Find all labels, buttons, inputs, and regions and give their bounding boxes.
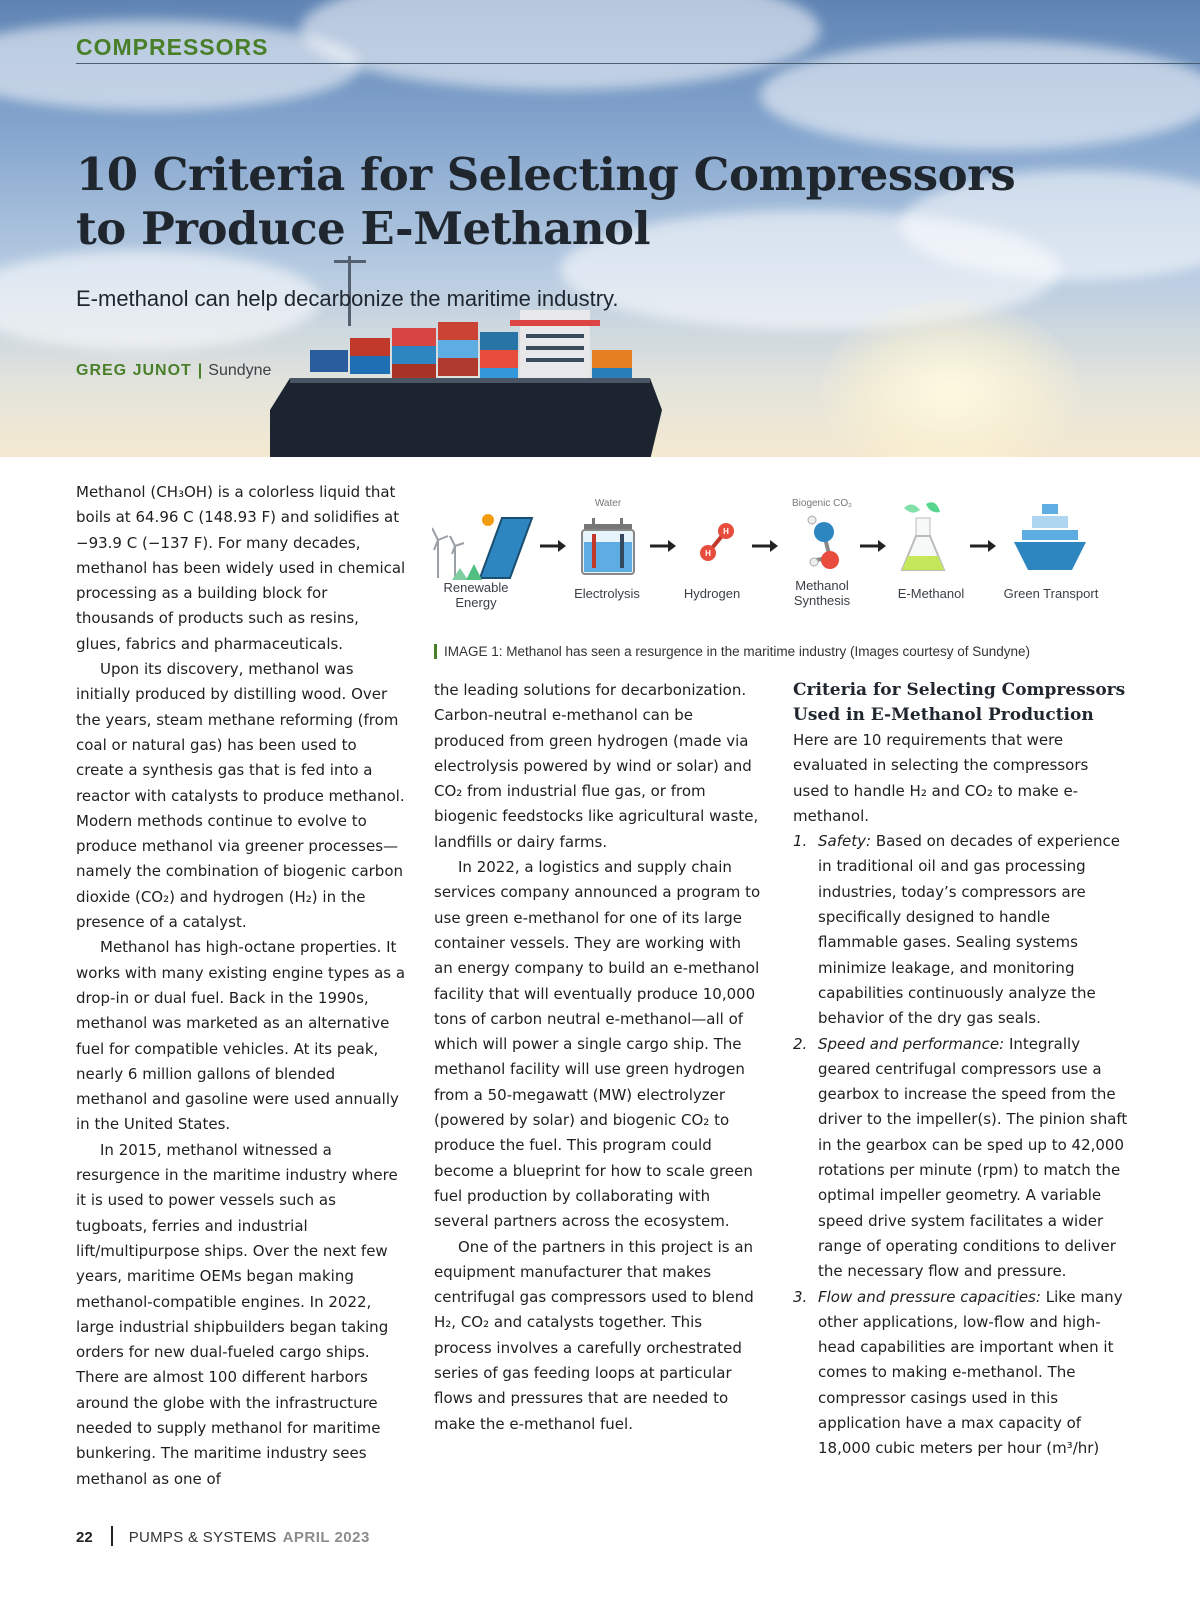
methanol-synthesis-icon	[808, 516, 839, 569]
step-label: Green Transport	[1003, 586, 1099, 601]
column-2	[434, 678, 764, 1437]
step-label: Hydrogen	[683, 586, 741, 601]
item-body: Like many other applications, low-flow and high-head capabilities are important when it comes to making e-methanol. The compressor casings used in this application have a max capacity of 18,000 cubic meters per hour (m³/hr)	[818, 1287, 1123, 1458]
caption-marker	[434, 644, 437, 659]
caption-text: IMAGE 1: Methanol has seen a resurgence in the maritime industry (Images courtesy of Sundyne)	[444, 644, 1031, 659]
list-item	[793, 1285, 1128, 1462]
column-3	[793, 678, 1128, 1462]
cloud	[760, 40, 1200, 150]
item-body: Based on decades of experience in traditional oil and gas processing industries, today’s compressors are specifically designed to handle flammable gases. Sealing systems minimize leakage, and monitoring capabilities continuously analyze the behavior of the dry gas seals.	[818, 832, 1120, 1028]
section-label: COMPRESSORS	[76, 34, 269, 60]
item-title: Speed and performance:	[818, 1034, 1005, 1053]
paragraph: One of the partners in this project is an equipment manufacturer that makes centrifugal gas compressors used to blend H₂, CO₂ and catalysts together. This process involves a carefully orchestrated series of gas feeding loops at particular flows and pressures that are needed to make the e-methanol fuel.	[434, 1237, 754, 1433]
svg-text:H: H	[723, 527, 729, 536]
issue-date: APRIL 2023	[282, 1529, 370, 1546]
column-1	[76, 480, 406, 1492]
paragraph: Upon its discovery, methanol was initially produced by distilling wood. Over the years, steam methane reforming (from coal or natural gas) has been used to create a synthesis gas that is fed into a reactor with catalysts to produce methanol. Modern methods continue to evolve to produce methanol via greener processes—namely the combination of biogenic carbon dioxide (CO₂) and hydrogen (H₂) in the presence of a catalyst.	[76, 660, 405, 932]
process-diagram	[432, 498, 1132, 628]
paragraph: In 2015, methanol witnessed a resurgence in the maritime industry where it is used to power vessels such as tugboats, ferries and industrial lift/multipurpose ships. Over the next few years, maritime OEMs began making methanol-compatible engines. In 2022, large industrial shipbuilders began taking orders for new dual-fueled cargo ships. There are almost 100 different harbors around the globe with the infrastructure needed to supply methanol for maritime bunkering. The maritime industry sees methanol as one of	[76, 1140, 398, 1488]
byline	[76, 362, 271, 380]
item-title: Safety:	[818, 832, 872, 851]
item-body: Integrally geared centrifugal compressors use a gearbox to increase the speed from the driver to the impeller(s). The pinion shaft in the gearbox can be sped up to 42,000 rotations per minute (rpm) to match the optimal impeller geometry. A variable speed drive system facilitates a wider range of operating conditions to deliver the necessary flow and pressure.	[818, 1034, 1128, 1281]
item-number: 1.	[793, 832, 808, 851]
item-number: 3.	[793, 1287, 808, 1306]
green-transport-icon	[1014, 504, 1086, 570]
item-title: Flow and pressure capacities:	[818, 1287, 1041, 1306]
renewable-energy-icon	[432, 514, 532, 580]
item-number: 2.	[793, 1034, 808, 1053]
step-label: Electrolysis	[574, 586, 640, 601]
step-label: Methanol Synthesis	[793, 578, 851, 608]
page-number: 22	[76, 1529, 93, 1546]
paragraph: Here are 10 requirements that were evaluated in selecting the compressors used to handle H₂ and CO₂ to make e-methanol.	[793, 731, 1089, 825]
footer-divider	[111, 1526, 113, 1546]
electrolysis-icon	[582, 518, 634, 574]
biogenic-co2-label: Biogenic CO₂	[791, 498, 853, 509]
paragraph: Methanol (CH₃OH) is a colorless liquid that boils at 64.96 C (148.93 F) and solidifies at −93.9 C (−137 F). For many decades, methanol has been widely used in chemical processing as a building block for thousands of products such as resins, glues, fabrics and pharmaceuticals.	[76, 483, 406, 653]
e-methanol-icon	[902, 502, 944, 570]
subheading: Criteria for Selecting Compressors Used in E-Methanol Production	[793, 680, 1126, 725]
paragraph: the leading solutions for decarbonization. Carbon-neutral e-methanol can be produced from green hydrogen (made via electrolysis powered by wind or solar) and CO₂ from industrial flue gas, or from biogenic feedstocks like agricultural waste, landfills or dairy farms.	[434, 681, 759, 851]
svg-text:H: H	[705, 549, 711, 558]
paragraph: In 2022, a logistics and supply chain services company announced a program to use green e-methanol for one of its large container vessels. They are working with an energy company to build an e-methanol facility that will eventually produce 10,000 tons of carbon neutral e-methanol—all of which will power a single cargo ship. The methanol facility will use green hydrogen from a 50-megawatt (MW) electrolyzer (powered by solar) and biogenic CO₂ to produce the fuel. This program could become a blueprint for how to scale green fuel production by collaborating with several partners across the ecosystem.	[434, 858, 761, 1231]
water-label: Water	[594, 498, 622, 509]
page-footer	[76, 1526, 370, 1546]
step-label: Renewable Energy	[443, 580, 509, 610]
hero-banner	[0, 0, 1200, 457]
process-icons	[432, 498, 1132, 628]
list-item	[793, 1032, 1128, 1285]
article-deck: E-methanol can help decarbonize the maritime industry.	[76, 286, 619, 311]
hydrogen-icon	[700, 523, 734, 561]
container-ship-image	[270, 250, 670, 457]
article-title: 10 Criteria for Selecting Compressors to Produce E-Methanol	[76, 148, 1016, 255]
list-item	[793, 829, 1128, 1031]
magazine-name: PUMPS & SYSTEMS	[128, 1529, 277, 1546]
paragraph: Methanol has high-octane properties. It works with many existing engine types as a drop-in or dual fuel. Back in the 1990s, methanol was marketed as an alternative fuel for compatible vehicles. At its peak, nearly 6 million gallons of blended methanol and gasoline were used annually in the United States.	[76, 938, 406, 1134]
byline-separator: |	[197, 362, 203, 379]
author-name: GREG JUNOT	[76, 362, 192, 379]
step-label: E-Methanol	[897, 586, 965, 601]
cloud	[300, 0, 820, 90]
section-divider	[76, 63, 1200, 64]
figure-caption	[434, 644, 1030, 659]
author-company: Sundyne	[208, 362, 272, 379]
criteria-list	[793, 829, 1128, 1461]
